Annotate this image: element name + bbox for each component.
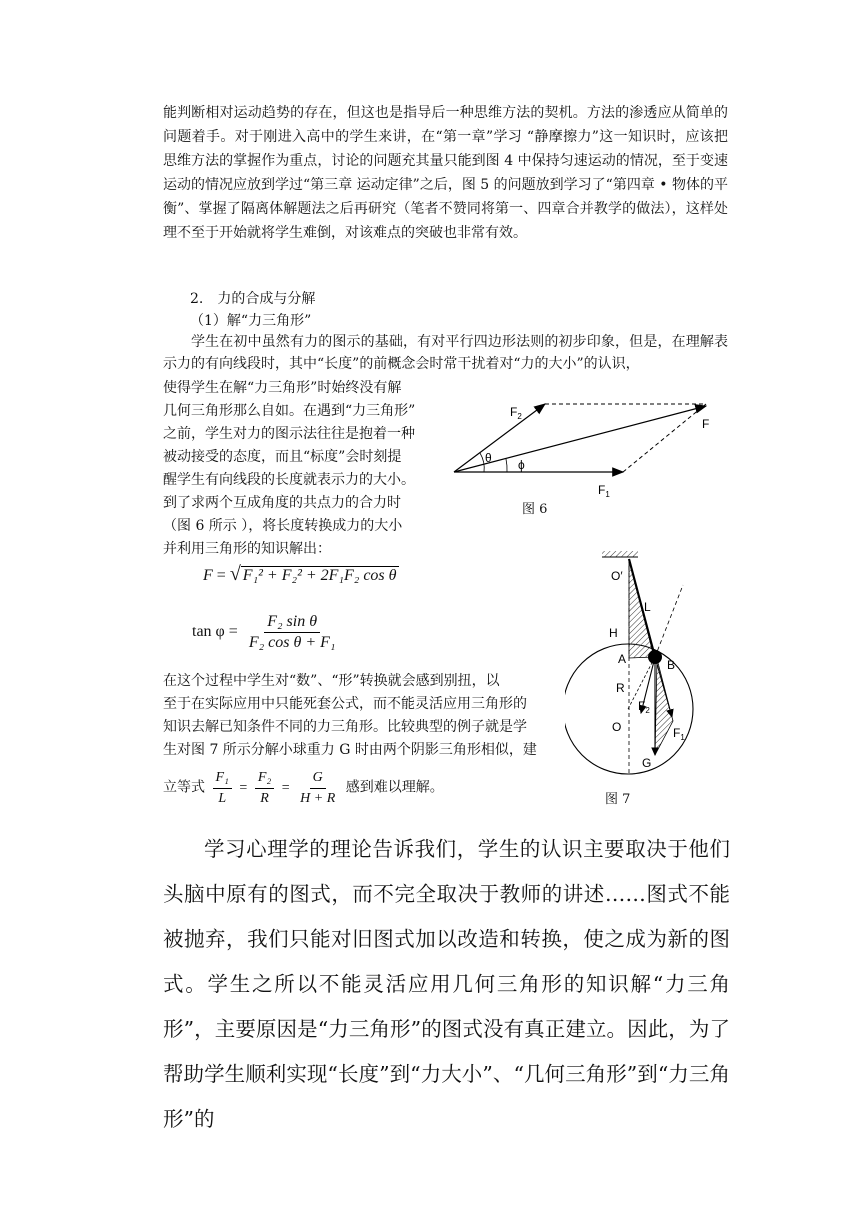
f2-vector [454, 404, 545, 472]
formula-eq: = [239, 780, 248, 796]
label-b: B [667, 658, 676, 672]
ball [648, 650, 662, 664]
formula-radicand: F₁² + F₂² + 2F₁F₂ cos θ [242, 567, 397, 584]
numerator: G [310, 768, 326, 789]
label-l: L [644, 600, 651, 614]
formula-eq: = [228, 623, 238, 641]
denominator: R [260, 791, 269, 806]
fraction [297, 768, 338, 809]
paragraph-4: 学习心理学的理论告诉我们，学生的认识主要取决于他们头脑中原有的图式，而不完全取决于教师的讲述……图式不能被抛弃，我们只能对旧图式加以改造和转换，使之成为新的图式。学生之所以不能灵活应用几何三角形的知识解“力三角形”，主要原因是“力三角形”的图式没有真正建立。因此，为了帮助学生顺利实现“长度”到“力大小”、“几何三角形”到“力三角形”的 [163, 837, 730, 1131]
label-a: A [618, 652, 627, 666]
label-o: O [612, 720, 622, 734]
label-phi: ϕ [518, 458, 525, 472]
figure-7-diagram [565, 545, 715, 785]
text-line: 在这个过程中学生对“数”、“形”转换就会感到别扭，以 [163, 673, 500, 689]
label-h: H [609, 626, 618, 640]
text-line: 知识去解已知条件不同的力三角形。比较典型的例子就是学 [163, 719, 527, 735]
theta-arc [480, 453, 484, 472]
numerator: F₁ [213, 768, 232, 789]
label-f1: $F_1$ [673, 726, 685, 742]
label-f2: $F_2$ [638, 699, 650, 715]
label-f2: $F_2$ [510, 405, 522, 421]
formula-eq: = [216, 567, 226, 584]
fraction [213, 768, 232, 809]
label-theta: θ [485, 451, 492, 465]
f-resultant-vector [454, 406, 706, 472]
label-r: R [616, 681, 625, 695]
text-line: 使得学生在解“力三角形”时始终没有解 [163, 380, 402, 396]
dashed-edge-right [623, 404, 706, 472]
formula-resultant: F = √ F₁² + F₂² + 2F₁F₂ cos θ [203, 563, 397, 585]
text-line: 之前，学生对力的图示法往往是抱着一种 [163, 426, 415, 442]
text-line: 生对图 7 所示分解小球重力 G 时由两个阴影三角形相似，建 [163, 742, 537, 758]
extension-dashed [655, 585, 683, 657]
formula-eq: = [281, 780, 290, 796]
label-g: G [642, 756, 652, 770]
text-line: 至于在实际应用中只能死套公式，而不能灵活应用三角形的 [163, 696, 527, 712]
fraction [246, 612, 339, 653]
text-prefix: 立等式 [163, 779, 205, 796]
section-heading: 2. 力的合成与分解 [190, 291, 316, 307]
label-o-prime: O′ [611, 569, 623, 583]
text-line: 到了求两个互成角度的共点力的合力时 [163, 495, 401, 511]
phi-arc [506, 459, 507, 472]
subsection-heading: （1）解“力三角形” [190, 313, 312, 329]
denominator: L [218, 791, 227, 806]
text-suffix: 感到难以理解。 [345, 779, 444, 796]
numerator: F₂ sin θ [264, 612, 320, 633]
text-line: 醒学生有向线段的长度就表示力的大小。 [163, 472, 415, 488]
label-f1: $F_1$ [598, 483, 610, 499]
formula-lhs: F [203, 567, 213, 584]
numerator: F₂ [255, 768, 274, 789]
denominator: H + R [300, 791, 336, 806]
figure-6-diagram [440, 392, 730, 522]
denominator: F₂ cos θ + F₁ [248, 634, 336, 651]
text-line: 几何三角形那么自如。在遇到“力三角形” [163, 403, 416, 419]
figure-7-caption: 图 7 [605, 792, 631, 807]
paragraph-1: 能判断相对运动趋势的存在，但这也是指导后一种思维方法的契机。方法的渗透应从简单的问题着手。对于刚进入高中的学生来讲，在“第一章”学习 “静摩擦力”这一知识时，应该把思维方法的掌握作为重点，讨论的问题充其量只能到图 4 中保持匀速运动的情况，至于变速运动的情况应放到学过“第三章 运动定律”之后，图 5 的问题放到学习了“第四章 • 物体的平衡”、掌握了隔离体解题法之后再研究（笔者不赞同将第一、四章合并教学的做法），这样处理不至于开始就将学生难倒，对该难点的突破也非常有效。 [163, 105, 728, 241]
fraction [255, 768, 274, 809]
text-line: 被动接受的态度，而且“标度”会时刻提 [163, 449, 402, 465]
paragraph-2-intro: 学生在初中虽然有力的图示的基础，有对平行四边形法则的初步印象，但是，在理解表示力的有向线段时，其中“长度”的前概念会时常干扰着对“力的大小”的认识， [163, 334, 728, 372]
text-line: （图 6 所示 ），将长度转换成力的大小 [163, 518, 403, 534]
label-f: F [702, 417, 710, 431]
text-line: 并利用三角形的知识解出： [163, 541, 331, 557]
formula-tan-phi [192, 612, 342, 653]
ceiling-hatch [602, 551, 638, 557]
formula-lhs: tan φ [192, 623, 225, 641]
similar-triangles-equation [163, 768, 444, 809]
figure-6-caption: 图 6 [522, 502, 548, 517]
shaded-triangle-lower [655, 658, 676, 755]
